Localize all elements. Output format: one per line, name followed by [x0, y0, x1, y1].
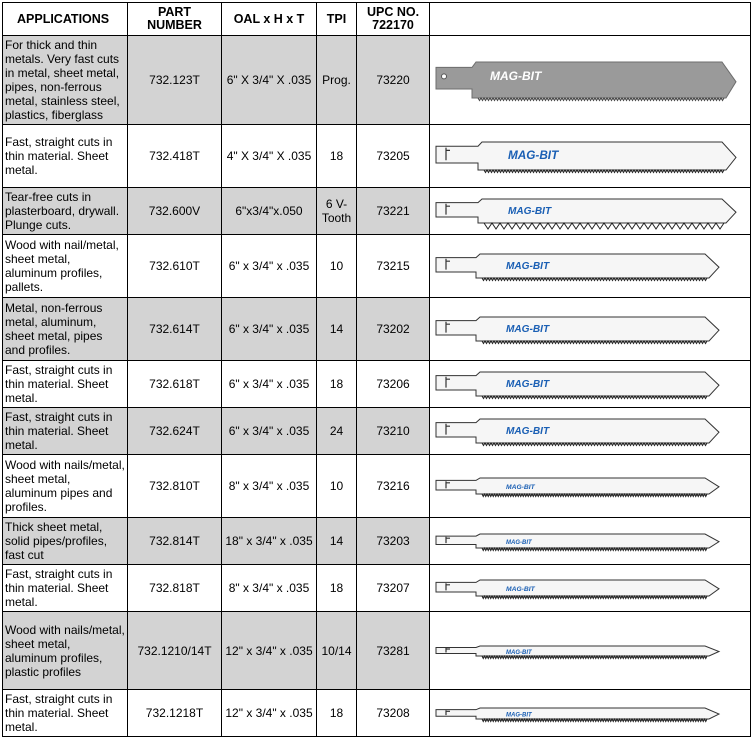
upc-cell: 73281: [357, 612, 430, 690]
table-row: [3, 361, 751, 408]
upc-cell: 73220: [357, 36, 430, 125]
tpi-cell: 24: [317, 408, 357, 455]
header-upc-line1: UPC NO.: [366, 5, 420, 19]
mag-bit-logo-text: MAG-BIT: [508, 149, 559, 162]
table-row: [3, 612, 751, 690]
application-cell: Wood with nails/metal, sheet metal, aluminum pipes and profiles.: [3, 455, 128, 518]
upc-cell: 73203: [357, 518, 430, 565]
table-row: [3, 235, 751, 298]
tpi-cell: 14: [317, 298, 357, 361]
tpi-cell: 18: [317, 125, 357, 188]
mag-bit-logo-text: MAG-BIT: [490, 69, 542, 84]
part-number-cell: 732.1210/14T: [128, 612, 222, 690]
upc-cell: 73210: [357, 408, 430, 455]
upc-cell: 73207: [357, 565, 430, 612]
upc-cell: 73208: [357, 690, 430, 737]
application-cell: Metal, non-ferrous metal, aluminum, sheet metal, pipes and profiles.: [3, 298, 128, 361]
tpi-cell: 10/14: [317, 612, 357, 690]
blade-icon: [432, 455, 752, 517]
dimensions-cell: 8" x 3/4" x .035: [222, 565, 317, 612]
table-row: [3, 565, 751, 612]
tpi-cell: 6 V-Tooth: [317, 188, 357, 235]
long-blade-icon: [432, 690, 752, 736]
tpi-cell: 10: [317, 235, 357, 298]
application-cell: Tear-free cuts in plasterboard, drywall. Plunge cuts.: [3, 188, 128, 235]
part-number-cell: 732.810T: [128, 455, 222, 518]
dimensions-cell: 6" X 3/4" X .035: [222, 36, 317, 125]
dimensions-cell: 6" x 3/4" x .035: [222, 361, 317, 408]
header-upc-line2: 722170: [372, 18, 414, 32]
table-row: [3, 188, 751, 235]
blade-image-cell: [430, 518, 751, 565]
dimensions-cell: 12" x 3/4" x .035: [222, 612, 317, 690]
part-number-cell: 732.1218T: [128, 690, 222, 737]
upc-cell: 73206: [357, 361, 430, 408]
blade-image-cell: [430, 408, 751, 455]
table-row: [3, 298, 751, 361]
part-number-cell: 732.123T: [128, 36, 222, 125]
upc-cell: 73215: [357, 235, 430, 298]
blade-image-cell: [430, 298, 751, 361]
table-row: [3, 125, 751, 188]
blade-image-cell: [430, 455, 751, 518]
blade-image-cell: [430, 188, 751, 235]
blade-icon: [432, 518, 752, 564]
blade-image-cell: [430, 690, 751, 737]
part-number-cell: 732.418T: [128, 125, 222, 188]
tpi-cell: 18: [317, 565, 357, 612]
tpi-cell: Prog.: [317, 36, 357, 125]
blade-image-cell: [430, 361, 751, 408]
part-number-cell: 732.610T: [128, 235, 222, 298]
tpi-cell: 10: [317, 455, 357, 518]
gray-carbide-blade-icon: [432, 36, 752, 124]
upc-cell: 73205: [357, 125, 430, 188]
header-image: [430, 3, 751, 36]
application-cell: Wood with nails/metal, sheet metal, aluminum profiles, plastic profiles: [3, 612, 128, 690]
application-cell: Thick sheet metal, solid pipes/profiles, fast cut: [3, 518, 128, 565]
table-row: [3, 36, 751, 125]
upc-cell: 73216: [357, 455, 430, 518]
blade-image-cell: [430, 565, 751, 612]
dimensions-cell: 6" x 3/4" x .035: [222, 235, 317, 298]
dimensions-cell: 12" x 3/4" x .035: [222, 690, 317, 737]
mag-bit-logo-text: MAG-BIT: [508, 206, 552, 217]
header-applications: APPLICATIONS: [3, 3, 128, 36]
application-cell: Fast, straight cuts in thin material. Sheet metal.: [3, 408, 128, 455]
blade-image-cell: [430, 612, 751, 690]
dimensions-cell: 18" x 3/4" x .035: [222, 518, 317, 565]
blade-image-cell: [430, 125, 751, 188]
dimensions-cell: 6" x 3/4" x .035: [222, 298, 317, 361]
application-cell: Wood with nail/metal, sheet metal, aluminum profiles, pallets.: [3, 235, 128, 298]
part-number-cell: 732.614T: [128, 298, 222, 361]
blade-spec-table: [2, 2, 751, 737]
upc-cell: 73221: [357, 188, 430, 235]
header-upc: [357, 3, 430, 36]
tpi-cell: 14: [317, 518, 357, 565]
mag-bit-logo-text: MAG-BIT: [506, 540, 532, 546]
part-number-cell: 732.818T: [128, 565, 222, 612]
tpi-cell: 18: [317, 690, 357, 737]
application-cell: For thick and thin metals. Very fast cuts in metal, sheet metal, pipes, non-ferrous metal, stainless steel, plastics, fiberglass: [3, 36, 128, 125]
short-blade-icon: [432, 125, 752, 187]
table-row: [3, 690, 751, 737]
header-tpi: TPI: [317, 3, 357, 36]
blade-image-cell: [430, 235, 751, 298]
dimensions-cell: 4" X 3/4" X .035: [222, 125, 317, 188]
table-row: [3, 518, 751, 565]
mag-bit-logo-text: MAG-BIT: [506, 261, 550, 272]
blade-icon: [432, 298, 752, 360]
application-cell: Fast, straight cuts in thin material. Sheet metal.: [3, 125, 128, 188]
long-blade-icon: [432, 612, 752, 689]
mag-bit-logo-text: MAG-BIT: [506, 324, 550, 335]
part-number-cell: 732.600V: [128, 188, 222, 235]
mag-bit-logo-text: MAG-BIT: [506, 426, 550, 437]
upc-cell: 73202: [357, 298, 430, 361]
header-part-number-line2: NUMBER: [147, 18, 202, 32]
mag-bit-logo-text: MAG-BIT: [506, 650, 532, 656]
blade-icon: [432, 235, 752, 297]
application-cell: Fast, straight cuts in thin material. Sheet metal.: [3, 565, 128, 612]
mag-bit-logo-text: MAG-BIT: [506, 712, 532, 719]
application-cell: Fast, straight cuts in thin material. Sheet metal.: [3, 690, 128, 737]
tpi-cell: 18: [317, 361, 357, 408]
mag-bit-logo-text: MAG-BIT: [506, 379, 550, 390]
header-part-number-line1: PART: [157, 5, 192, 19]
table-row: [3, 455, 751, 518]
table-row: [3, 408, 751, 455]
part-number-cell: 732.814T: [128, 518, 222, 565]
part-number-cell: 732.624T: [128, 408, 222, 455]
blade-icon: [432, 565, 752, 611]
blade-icon: [432, 408, 752, 454]
blade-image-cell: [430, 36, 751, 125]
v-tooth-blade-icon: [432, 188, 752, 234]
header-part-number: [128, 3, 222, 36]
header-dimensions: OAL x H x T: [222, 3, 317, 36]
blade-icon: [432, 361, 752, 407]
dimensions-cell: 6"x3/4"x.050: [222, 188, 317, 235]
dimensions-cell: 6" x 3/4" x .035: [222, 408, 317, 455]
mag-bit-logo-text: MAG-BIT: [506, 586, 535, 593]
part-number-cell: 732.618T: [128, 361, 222, 408]
header-row: [3, 3, 751, 36]
application-cell: Fast, straight cuts in thin material. Sheet metal.: [3, 361, 128, 408]
mag-bit-logo-text: MAG-BIT: [506, 484, 535, 491]
dimensions-cell: 8" x 3/4" x .035: [222, 455, 317, 518]
